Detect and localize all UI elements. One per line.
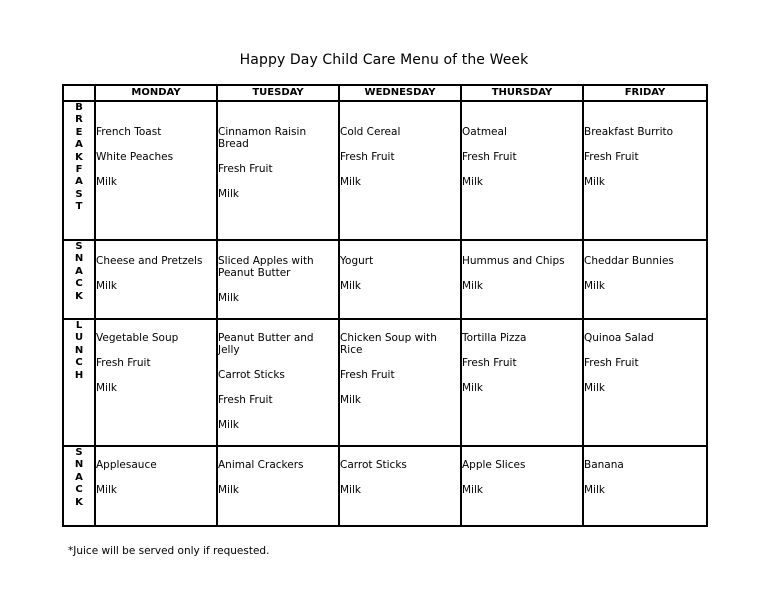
- menu-item: White Peaches: [96, 151, 174, 163]
- item-spacer: [462, 344, 582, 357]
- meal-label-letter: A: [75, 176, 83, 188]
- meal-label-letter: C: [75, 484, 83, 496]
- item-spacer: [584, 344, 706, 357]
- menu-item: Breakfast Burrito: [584, 126, 674, 138]
- menu-item: Milk: [584, 176, 605, 188]
- menu-item: Fresh Fruit: [340, 151, 395, 163]
- menu-item: Milk: [96, 280, 117, 292]
- item-spacer: [462, 138, 582, 151]
- menu-item: Tortilla Pizza: [462, 332, 527, 344]
- menu-cell-breakfast-friday: [583, 101, 707, 240]
- menu-item: Milk: [218, 292, 239, 304]
- menu-cell-snack-afternoon-wednesday: [339, 446, 461, 526]
- meal-label-letter: F: [75, 164, 83, 176]
- menu-item: Milk: [340, 176, 361, 188]
- menu-cell-snack-morning-tuesday: [217, 240, 339, 319]
- menu-item: Milk: [96, 176, 117, 188]
- menu-item: Milk: [218, 484, 239, 496]
- meal-label-letter: N: [74, 459, 84, 471]
- meal-label-letter: N: [74, 344, 84, 356]
- header-row: [63, 85, 707, 101]
- menu-item: Fresh Fruit: [218, 163, 273, 175]
- menu-item: Oatmeal: [462, 126, 507, 138]
- item-spacer: [584, 267, 706, 280]
- item-spacer: [218, 175, 338, 188]
- item-spacer: [96, 344, 216, 357]
- menu-item: Fresh Fruit: [340, 369, 395, 381]
- meal-label-lunch: [63, 319, 95, 446]
- menu-item: Milk: [218, 419, 239, 431]
- meal-label-letter: U: [74, 332, 84, 344]
- meal-row-lunch: [63, 319, 707, 446]
- item-spacer: [218, 381, 338, 394]
- menu-cell-snack-morning-wednesday: [339, 240, 461, 319]
- menu-item: Fresh Fruit: [96, 357, 151, 369]
- item-spacer: [584, 471, 706, 484]
- menu-cell-snack-afternoon-thursday: [461, 446, 583, 526]
- menu-item: Fresh Fruit: [462, 151, 517, 163]
- menu-item: Milk: [584, 484, 605, 496]
- meal-row-breakfast: [63, 101, 707, 240]
- item-spacer: [584, 163, 706, 176]
- meal-label-letter: K: [75, 290, 83, 302]
- menu-item: Milk: [96, 382, 117, 394]
- menu-item: Carrot Sticks: [340, 459, 407, 471]
- menu-cell-breakfast-thursday: [461, 101, 583, 240]
- meal-label-letter: C: [75, 357, 83, 369]
- meal-label-snack-afternoon: [63, 446, 95, 526]
- menu-table: [62, 84, 708, 527]
- item-spacer: [96, 138, 216, 151]
- menu-item: Fresh Fruit: [462, 357, 517, 369]
- menu-item: Cold Cereal: [340, 126, 401, 138]
- meal-label-breakfast: [63, 101, 95, 240]
- corner-cell: [63, 85, 95, 101]
- menu-item: Quinoa Salad: [584, 332, 654, 344]
- meal-label-letter: S: [75, 241, 83, 252]
- menu-item: Applesauce: [96, 459, 157, 471]
- item-spacer: [462, 369, 582, 382]
- menu-item: Apple Slices: [462, 459, 526, 471]
- item-spacer: [218, 150, 338, 163]
- item-spacer: [218, 279, 338, 292]
- menu-item: Cheddar Bunnies: [584, 255, 674, 267]
- meal-label-letter: N: [74, 253, 84, 265]
- meal-label-letter: T: [75, 201, 83, 213]
- menu-item: Vegetable Soup: [96, 332, 179, 344]
- day-header-monday: MONDAY: [95, 85, 217, 101]
- menu-item: Milk: [340, 394, 361, 406]
- item-spacer: [96, 471, 216, 484]
- menu-item: Chicken Soup with Rice: [340, 332, 437, 356]
- day-header-tuesday: TUESDAY: [217, 85, 339, 101]
- menu-item: Cinnamon Raisin Bread: [218, 126, 307, 150]
- menu-item: Milk: [462, 280, 483, 292]
- menu-cell-breakfast-monday: [95, 101, 217, 240]
- menu-cell-lunch-tuesday: [217, 319, 339, 446]
- item-spacer: [462, 267, 582, 280]
- menu-item: Sliced Apples with Peanut Butter: [218, 255, 314, 279]
- meal-label-letter: S: [75, 447, 83, 458]
- menu-item: Yogurt: [340, 255, 374, 267]
- menu-item: Milk: [340, 484, 361, 496]
- menu-cell-lunch-friday: [583, 319, 707, 446]
- meal-label-snack-morning: [63, 240, 95, 319]
- menu-item: Carrot Sticks: [218, 369, 285, 381]
- menu-cell-lunch-wednesday: [339, 319, 461, 446]
- menu-cell-snack-afternoon-friday: [583, 446, 707, 526]
- menu-item: French Toast: [96, 126, 162, 138]
- meal-label-letter: K: [75, 151, 83, 163]
- item-spacer: [340, 356, 460, 369]
- menu-item: Milk: [462, 176, 483, 188]
- item-spacer: [584, 369, 706, 382]
- menu-cell-breakfast-wednesday: [339, 101, 461, 240]
- item-spacer: [218, 406, 338, 419]
- menu-item: Peanut Butter and Jelly: [218, 332, 314, 356]
- meal-label-letter: B: [75, 102, 83, 113]
- footnote: *Juice will be served only if requested.: [68, 545, 270, 557]
- menu-item: Milk: [340, 280, 361, 292]
- meal-label-letter: S: [75, 188, 83, 200]
- item-spacer: [340, 138, 460, 151]
- item-spacer: [218, 356, 338, 369]
- item-spacer: [96, 369, 216, 382]
- meal-row-snack-morning: [63, 240, 707, 319]
- meal-row-snack-afternoon: [63, 446, 707, 526]
- day-header-thursday: THURSDAY: [461, 85, 583, 101]
- item-spacer: [340, 163, 460, 176]
- meal-label-letter: A: [75, 265, 83, 277]
- menu-cell-snack-morning-friday: [583, 240, 707, 319]
- item-spacer: [340, 471, 460, 484]
- meal-label-letter: C: [75, 278, 83, 290]
- meal-label-letter: A: [75, 139, 83, 151]
- menu-item: Fresh Fruit: [584, 357, 639, 369]
- menu-cell-lunch-thursday: [461, 319, 583, 446]
- item-spacer: [462, 163, 582, 176]
- menu-cell-lunch-monday: [95, 319, 217, 446]
- meal-label-letter: R: [75, 114, 83, 126]
- menu-item: Fresh Fruit: [218, 394, 273, 406]
- item-spacer: [340, 267, 460, 280]
- menu-item: Cheese and Pretzels: [96, 255, 203, 267]
- menu-item: Milk: [462, 484, 483, 496]
- menu-cell-snack-afternoon-tuesday: [217, 446, 339, 526]
- menu-item: Animal Crackers: [218, 459, 304, 471]
- item-spacer: [96, 163, 216, 176]
- meal-label-letter: A: [75, 471, 83, 483]
- menu-item: Hummus and Chips: [462, 255, 565, 267]
- menu-item: Banana: [584, 459, 624, 471]
- menu-item: Milk: [584, 382, 605, 394]
- item-spacer: [96, 267, 216, 280]
- day-header-friday: FRIDAY: [583, 85, 707, 101]
- menu-cell-snack-morning-thursday: [461, 240, 583, 319]
- menu-item: Milk: [584, 280, 605, 292]
- item-spacer: [462, 471, 582, 484]
- meal-label-letter: E: [75, 126, 83, 138]
- item-spacer: [584, 138, 706, 151]
- menu-cell-snack-morning-monday: [95, 240, 217, 319]
- meal-label-letter: H: [74, 369, 84, 381]
- menu-item: Milk: [96, 484, 117, 496]
- menu-item: Milk: [218, 188, 239, 200]
- meal-label-letter: L: [75, 320, 83, 331]
- menu-item: Fresh Fruit: [584, 151, 639, 163]
- meal-label-letter: K: [75, 496, 83, 508]
- menu-item: Milk: [462, 382, 483, 394]
- menu-cell-snack-afternoon-monday: [95, 446, 217, 526]
- menu-cell-breakfast-tuesday: [217, 101, 339, 240]
- item-spacer: [340, 381, 460, 394]
- day-header-wednesday: WEDNESDAY: [339, 85, 461, 101]
- item-spacer: [218, 471, 338, 484]
- page-title: Happy Day Child Care Menu of the Week: [239, 52, 529, 68]
